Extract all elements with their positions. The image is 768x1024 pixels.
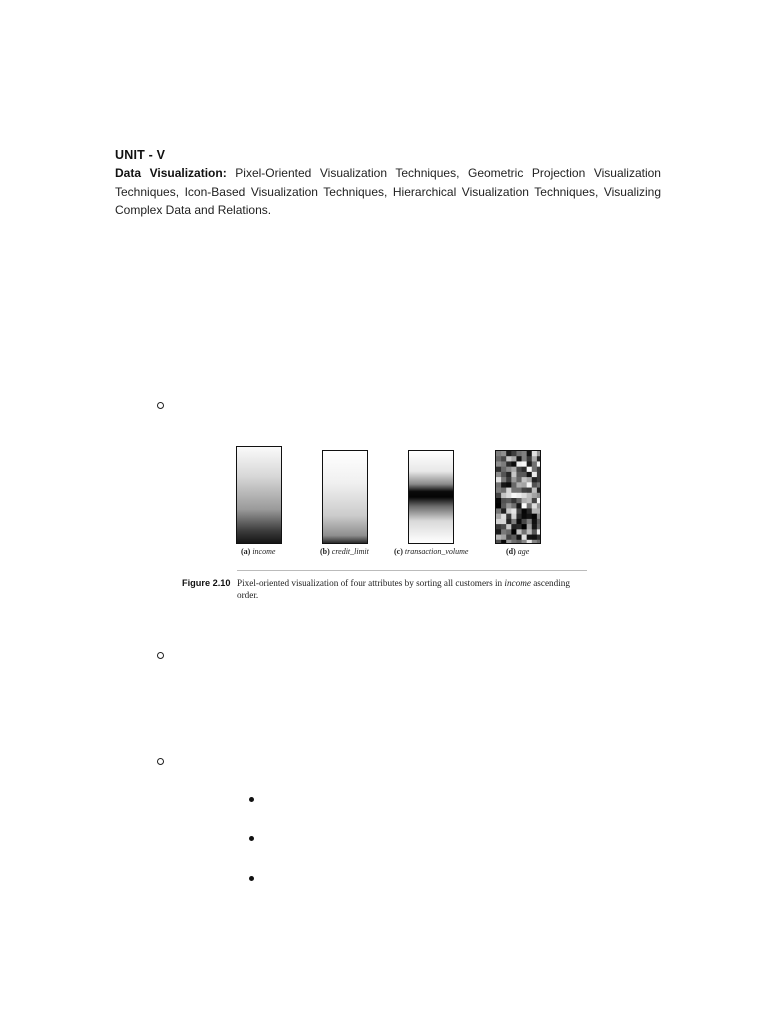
- age-pixel-cell: [537, 493, 541, 499]
- age-pixel-cell: [496, 540, 501, 544]
- dot-bullet-icon: [249, 797, 254, 802]
- age-pixel-cell: [496, 535, 501, 541]
- age-pixel-cell: [506, 529, 511, 535]
- age-pixel-cell: [516, 467, 521, 473]
- age-pixel-cell: [522, 519, 527, 525]
- age-pixel-cell: [501, 524, 506, 530]
- age-pixel-cell: [496, 477, 501, 483]
- age-pixel-cell: [537, 519, 541, 525]
- age-pixel-cell: [522, 540, 527, 544]
- age-pixel-cell: [527, 493, 532, 499]
- age-pixel-cell: [501, 498, 506, 504]
- age-pixel-cell: [532, 514, 537, 520]
- age-pixel-cell: [522, 535, 527, 541]
- age-pixel-cell: [496, 498, 501, 504]
- age-pixel-cell: [501, 488, 506, 494]
- age-pixel-cell: [516, 524, 521, 530]
- age-pixel-cell: [527, 508, 532, 514]
- transaction-volume-pixel-panel: [408, 450, 454, 544]
- subfigure-caption-a: (a) income: [241, 547, 276, 556]
- age-pixel-cell: [511, 488, 516, 494]
- age-pixel-cell: [511, 508, 516, 514]
- age-pixel-cell: [501, 456, 506, 462]
- age-pixel-cell: [527, 524, 532, 530]
- age-pixel-cell: [501, 477, 506, 483]
- age-pixel-cell: [532, 540, 537, 544]
- age-pixel-cell: [522, 529, 527, 535]
- age-pixel-cell: [537, 461, 541, 467]
- age-pixel-cell: [532, 508, 537, 514]
- age-pixel-cell: [537, 524, 541, 530]
- age-pixel-cell: [527, 514, 532, 520]
- age-pixel-cell: [522, 472, 527, 478]
- age-pixel-cell: [532, 524, 537, 530]
- age-pixel-cell: [516, 535, 521, 541]
- age-pixel-cell: [527, 451, 532, 457]
- age-pixel-cell: [522, 488, 527, 494]
- age-pixel-cell: [506, 488, 511, 494]
- age-pixel-cell: [522, 493, 527, 499]
- age-pixel-cell: [516, 488, 521, 494]
- age-pixel-cell: [506, 451, 511, 457]
- age-pixel-cell: [516, 519, 521, 525]
- age-pixel-cell: [532, 503, 537, 509]
- age-pixel-cell: [511, 493, 516, 499]
- age-pixel-cell: [537, 477, 541, 483]
- age-pixel-cell: [516, 477, 521, 483]
- syllabus-paragraph: [115, 164, 661, 220]
- age-pixel-cell: [511, 472, 516, 478]
- age-pixel-cell: [506, 514, 511, 520]
- age-pixel-cell: [496, 472, 501, 478]
- age-pixel-cell: [501, 519, 506, 525]
- age-pixel-cell: [501, 493, 506, 499]
- dot-bullet-icon: [249, 876, 254, 881]
- age-pixel-cell: [496, 529, 501, 535]
- age-pixel-cell: [516, 482, 521, 488]
- age-pixel-cell: [501, 514, 506, 520]
- age-pixel-cell: [501, 467, 506, 473]
- age-pixel-cell: [516, 540, 521, 544]
- age-pixel-cell: [516, 514, 521, 520]
- age-pixel-cell: [496, 524, 501, 530]
- age-pixel-cell: [506, 540, 511, 544]
- age-pixel-cell: [527, 456, 532, 462]
- ring-bullet-icon: [157, 652, 164, 659]
- age-pixel-cell: [511, 451, 516, 457]
- age-pixel-cell: [511, 456, 516, 462]
- age-noise-grid: [496, 451, 541, 544]
- age-pixel-cell: [516, 472, 521, 478]
- age-pixel-cell: [527, 482, 532, 488]
- age-pixel-cell: [516, 456, 521, 462]
- age-pixel-cell: [511, 529, 516, 535]
- age-pixel-cell: [522, 461, 527, 467]
- age-pixel-cell: [532, 482, 537, 488]
- age-pixel-cell: [537, 503, 541, 509]
- age-pixel-cell: [501, 472, 506, 478]
- age-pixel-cell: [527, 535, 532, 541]
- age-pixel-cell: [527, 461, 532, 467]
- age-pixel-panel: [495, 450, 541, 544]
- age-pixel-cell: [522, 451, 527, 457]
- age-pixel-cell: [506, 482, 511, 488]
- dot-bullet-icon: [249, 836, 254, 841]
- age-pixel-cell: [501, 529, 506, 535]
- age-pixel-cell: [522, 467, 527, 473]
- credit-limit-pixel-panel: [322, 450, 368, 544]
- age-pixel-cell: [506, 498, 511, 504]
- age-pixel-cell: [496, 451, 501, 457]
- age-pixel-cell: [522, 498, 527, 504]
- age-pixel-cell: [527, 498, 532, 504]
- age-pixel-cell: [537, 535, 541, 541]
- subfigure-caption-c: (c) transaction_volume: [394, 547, 469, 556]
- age-pixel-cell: [516, 529, 521, 535]
- age-pixel-cell: [516, 508, 521, 514]
- age-pixel-cell: [537, 508, 541, 514]
- age-pixel-cell: [496, 493, 501, 499]
- figure-2-10: [180, 440, 600, 610]
- age-pixel-cell: [532, 488, 537, 494]
- age-pixel-cell: [506, 503, 511, 509]
- age-pixel-cell: [516, 461, 521, 467]
- figure-caption-text: Pixel-oriented visualization of four attributes by sorting all customers in income ascending order.: [237, 578, 570, 600]
- age-pixel-cell: [511, 477, 516, 483]
- age-pixel-cell: [496, 519, 501, 525]
- age-pixel-cell: [532, 461, 537, 467]
- age-pixel-cell: [511, 519, 516, 525]
- age-pixel-cell: [496, 514, 501, 520]
- age-pixel-cell: [537, 529, 541, 535]
- subfigure-caption-b: (b) credit_limit: [320, 547, 369, 556]
- income-pixel-panel: [236, 446, 282, 544]
- age-pixel-cell: [506, 472, 511, 478]
- age-pixel-cell: [537, 498, 541, 504]
- age-pixel-cell: [516, 498, 521, 504]
- caption-rule: [237, 570, 587, 571]
- age-pixel-cell: [496, 467, 501, 473]
- age-pixel-cell: [532, 456, 537, 462]
- age-pixel-cell: [537, 456, 541, 462]
- ring-bullet-icon: [157, 758, 164, 765]
- age-pixel-cell: [527, 540, 532, 544]
- age-pixel-cell: [511, 498, 516, 504]
- age-pixel-cell: [532, 529, 537, 535]
- figure-label: Figure 2.10: [182, 578, 231, 588]
- ring-bullet-icon: [157, 402, 164, 409]
- age-pixel-cell: [522, 477, 527, 483]
- age-pixel-cell: [496, 456, 501, 462]
- subfigure-caption-d: (d) age: [506, 547, 530, 556]
- age-pixel-cell: [532, 477, 537, 483]
- age-pixel-cell: [506, 524, 511, 530]
- age-pixel-cell: [506, 493, 511, 499]
- age-pixel-cell: [496, 461, 501, 467]
- age-pixel-cell: [527, 488, 532, 494]
- age-pixel-cell: [506, 477, 511, 483]
- age-pixel-cell: [532, 493, 537, 499]
- age-pixel-cell: [511, 524, 516, 530]
- age-pixel-cell: [506, 456, 511, 462]
- age-pixel-cell: [522, 508, 527, 514]
- age-pixel-cell: [511, 503, 516, 509]
- age-pixel-cell: [496, 488, 501, 494]
- age-pixel-cell: [516, 503, 521, 509]
- topic-lead: Data Visualization:: [115, 166, 227, 180]
- age-pixel-cell: [527, 503, 532, 509]
- age-pixel-cell: [537, 540, 541, 544]
- age-pixel-cell: [532, 451, 537, 457]
- age-pixel-cell: [511, 540, 516, 544]
- age-pixel-cell: [501, 451, 506, 457]
- age-pixel-cell: [501, 535, 506, 541]
- age-pixel-cell: [532, 535, 537, 541]
- topic-list: Pixel-Oriented Visualization Techniques, Geometric Projection Visualization Techniques, Icon-Based Visualization Techniques, Hierarchical Visualization Techniques, Visualizing Complex Data and Relations.: [115, 166, 661, 217]
- age-pixel-cell: [501, 540, 506, 544]
- age-pixel-cell: [527, 472, 532, 478]
- age-pixel-cell: [522, 524, 527, 530]
- age-pixel-cell: [501, 503, 506, 509]
- age-pixel-cell: [522, 482, 527, 488]
- age-pixel-cell: [532, 519, 537, 525]
- age-pixel-cell: [496, 482, 501, 488]
- age-pixel-cell: [522, 456, 527, 462]
- age-pixel-cell: [537, 482, 541, 488]
- age-pixel-cell: [511, 514, 516, 520]
- age-pixel-cell: [532, 472, 537, 478]
- age-pixel-cell: [527, 519, 532, 525]
- age-pixel-cell: [527, 529, 532, 535]
- age-pixel-cell: [522, 514, 527, 520]
- age-pixel-cell: [506, 519, 511, 525]
- age-pixel-cell: [537, 472, 541, 478]
- age-pixel-cell: [516, 451, 521, 457]
- age-pixel-cell: [527, 467, 532, 473]
- age-pixel-cell: [532, 498, 537, 504]
- age-pixel-cell: [496, 508, 501, 514]
- age-pixel-cell: [496, 503, 501, 509]
- age-pixel-cell: [501, 482, 506, 488]
- age-pixel-cell: [511, 482, 516, 488]
- unit-heading: UNIT - V: [115, 148, 166, 162]
- age-pixel-cell: [511, 467, 516, 473]
- age-pixel-cell: [506, 508, 511, 514]
- age-pixel-cell: [501, 461, 506, 467]
- age-pixel-cell: [532, 467, 537, 473]
- age-pixel-cell: [527, 477, 532, 483]
- age-pixel-cell: [537, 467, 541, 473]
- age-pixel-cell: [537, 514, 541, 520]
- age-pixel-cell: [511, 461, 516, 467]
- age-pixel-cell: [506, 467, 511, 473]
- age-pixel-cell: [501, 508, 506, 514]
- age-pixel-cell: [537, 451, 541, 457]
- age-pixel-cell: [511, 535, 516, 541]
- age-pixel-cell: [506, 535, 511, 541]
- age-pixel-cell: [506, 461, 511, 467]
- age-pixel-cell: [516, 493, 521, 499]
- age-pixel-cell: [522, 503, 527, 509]
- age-pixel-cell: [537, 488, 541, 494]
